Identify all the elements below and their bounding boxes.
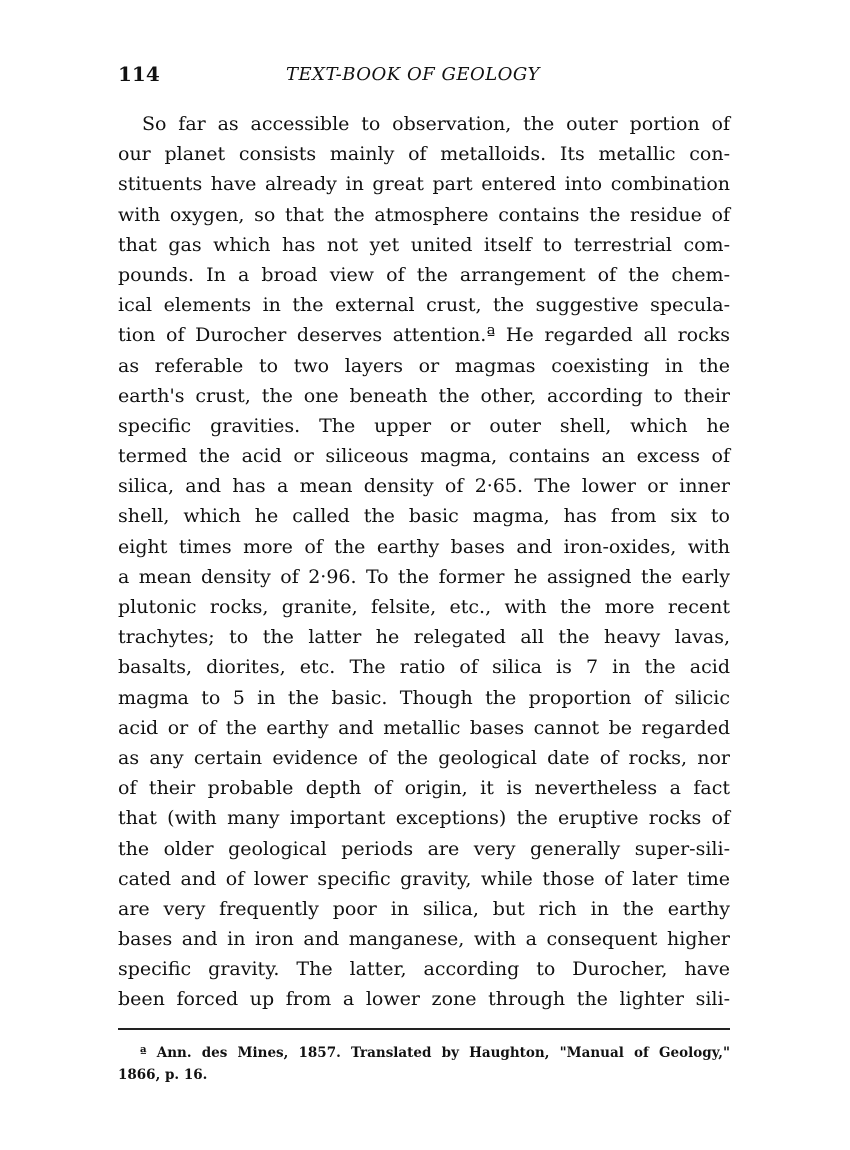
text-line: that gas which has not yet united itself to terrestrial com- <box>118 233 730 256</box>
text-line: plutonic rocks, granite, felsite, etc., with the more recent <box>118 596 730 618</box>
text-line: ical elements in the external crust, the suggestive specula- <box>118 294 730 317</box>
text-line: shell, which he called the basic magma, has from six to <box>118 505 730 528</box>
text-line: tion of Durocher deserves attention.ª He regarded all rocks <box>118 324 730 347</box>
text-line: pounds. In a broad view of the arrangement of the chem- <box>118 263 730 286</box>
text-line: specific gravity. The latter, according to Durocher, have <box>118 958 730 981</box>
text-line: silica, and has a mean density of 2·65. The lower or inner <box>118 475 730 498</box>
text-line: are very frequently poor in silica, but rich in the earthy <box>118 897 730 920</box>
page-header <box>118 62 738 92</box>
text-line: So far as accessible to observation, the outer portion of <box>142 113 730 135</box>
footnote-divider <box>118 1028 730 1030</box>
text-line: with oxygen, so that the atmosphere contains the residue of <box>118 203 730 226</box>
text-line: as referable to two layers or magmas coexisting in the <box>118 354 730 377</box>
footnote <box>118 1042 730 1086</box>
text-line: earth's crust, the one beneath the other, according to their <box>118 384 730 407</box>
text-line: stituents have already in great part entered into combination <box>118 173 730 196</box>
text-line: a mean density of 2·96. To the former he assigned the early <box>118 565 730 588</box>
text-line: of their probable depth of origin, it is nevertheless a fact <box>118 777 730 800</box>
page-number: 114 <box>118 62 160 86</box>
text-line: trachytes; to the latter he relegated all the heavy lavas, <box>118 626 730 649</box>
text-line: acid or of the earthy and metallic bases cannot be regarded <box>118 716 730 739</box>
text-line: cated and of lower specific gravity, while those of later time <box>118 867 730 890</box>
text-line: basalts, diorites, etc. The ratio of silica is 7 in the acid <box>118 656 730 679</box>
text-line: specific gravities. The upper or outer shell, which he <box>118 414 730 437</box>
text-line: magma to 5 in the basic. Though the proportion of silicic <box>118 686 730 709</box>
text-line: eight times more of the earthy bases and iron-oxides, with <box>118 535 730 558</box>
text-line: our planet consists mainly of metalloids. Its metallic con- <box>118 143 730 166</box>
running-title: TEXT-BOOK OF GEOLOGY <box>286 64 540 85</box>
text-line: bases and in iron and manganese, with a consequent higher <box>118 928 730 951</box>
text-line: that (with many important exceptions) the eruptive rocks of <box>118 807 730 830</box>
text-line: the older geological periods are very generally super-sili- <box>118 837 730 860</box>
footnote-line: ª Ann. des Mines, 1857. Translated by Haughton, "Manual of Geology," <box>140 1045 730 1061</box>
footnote-line: 1866, p. 16. <box>118 1067 208 1083</box>
text-line: termed the acid or siliceous magma, contains an excess of <box>118 445 730 468</box>
text-line: been forced up from a lower zone through the lighter sili- <box>118 988 730 1011</box>
text-line: as any certain evidence of the geological date of rocks, nor <box>118 746 730 769</box>
body-paragraph <box>118 109 730 1015</box>
